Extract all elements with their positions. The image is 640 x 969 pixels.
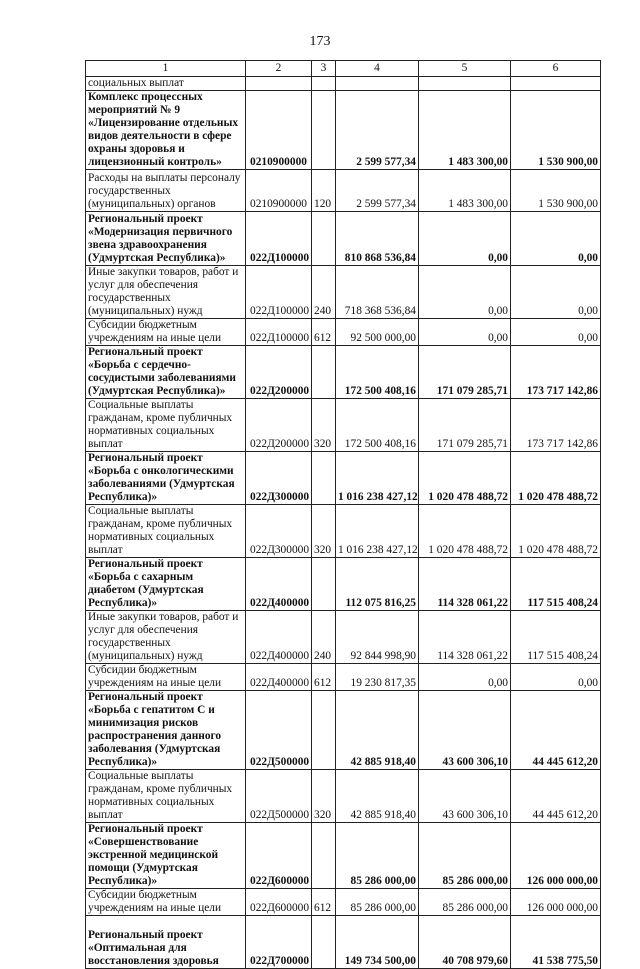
target-code: 0210900000 <box>246 91 312 170</box>
amount-col5: 171 079 285,71 <box>419 399 511 452</box>
row-name: Региональный проект «Оптимальная для восстановления здоровья <box>86 916 246 969</box>
table-row <box>86 319 601 346</box>
expense-type: 240 <box>312 266 336 319</box>
target-code: 022Д200000 <box>246 346 312 399</box>
amount-col6: 117 515 408,24 <box>511 611 601 664</box>
amount-col4: 718 368 536,84 <box>336 266 419 319</box>
row-name: Комплекс процессных мероприятий № 9 «Лицензирование отдельных видов деятельности в сфере охраны здоровья и лицензионный контроль» <box>86 91 246 170</box>
table-row <box>86 664 601 691</box>
amount-col4: 1 016 238 427,12 <box>336 452 419 505</box>
table-row <box>86 77 601 91</box>
table-row <box>86 170 601 212</box>
target-code: 022Д300000 <box>246 505 312 558</box>
amount-col4: 85 286 000,00 <box>336 823 419 889</box>
amount-col4: 92 500 000,00 <box>336 319 419 346</box>
expense-type: 612 <box>312 319 336 346</box>
amount-col4: 149 734 500,00 <box>336 916 419 969</box>
amount-col6: 0,00 <box>511 212 601 266</box>
amount-col5: 171 079 285,71 <box>419 346 511 399</box>
amount-col6: 117 515 408,24 <box>511 558 601 611</box>
amount-col5: 85 286 000,00 <box>419 889 511 916</box>
amount-col4 <box>336 77 419 91</box>
target-code: 022Д300000 <box>246 452 312 505</box>
row-name: Субсидии бюджетным учреждениям на иные цели <box>86 319 246 346</box>
expense-type: 320 <box>312 399 336 452</box>
column-header: 1 <box>86 61 246 77</box>
amount-col5: 1 020 478 488,72 <box>419 452 511 505</box>
amount-col6: 1 530 900,00 <box>511 91 601 170</box>
amount-col4: 810 868 536,84 <box>336 212 419 266</box>
amount-col5: 85 286 000,00 <box>419 823 511 889</box>
amount-col5: 0,00 <box>419 664 511 691</box>
table-row <box>86 611 601 664</box>
table-row <box>86 823 601 889</box>
amount-col5: 0,00 <box>419 319 511 346</box>
row-name: Субсидии бюджетным учреждениям на иные цели <box>86 889 246 916</box>
expense-type: 612 <box>312 664 336 691</box>
amount-col6: 1 020 478 488,72 <box>511 452 601 505</box>
table-row <box>86 691 601 770</box>
target-code <box>246 77 312 91</box>
target-code: 022Д500000 <box>246 770 312 823</box>
amount-col4: 42 885 918,40 <box>336 770 419 823</box>
expense-type: 320 <box>312 505 336 558</box>
amount-col5: 0,00 <box>419 266 511 319</box>
target-code: 022Д600000 <box>246 823 312 889</box>
amount-col5: 0,00 <box>419 212 511 266</box>
amount-col6: 1 020 478 488,72 <box>511 505 601 558</box>
amount-col5: 43 600 306,10 <box>419 770 511 823</box>
amount-col6 <box>511 77 601 91</box>
expense-type: 120 <box>312 170 336 212</box>
row-name: Региональный проект «Борьба с онкологическими заболеваниями (Удмуртская Республика)» <box>86 452 246 505</box>
table-row <box>86 399 601 452</box>
table-row <box>86 770 601 823</box>
target-code: 0210900000 <box>246 170 312 212</box>
row-name: Расходы на выплаты персоналу государственных (муниципальных) органов <box>86 170 246 212</box>
amount-col6: 0,00 <box>511 266 601 319</box>
target-code: 022Д400000 <box>246 558 312 611</box>
expense-type <box>312 346 336 399</box>
amount-col6: 44 445 612,20 <box>511 691 601 770</box>
amount-col5: 114 328 061,22 <box>419 611 511 664</box>
row-name: Субсидии бюджетным учреждениям на иные цели <box>86 664 246 691</box>
amount-col4: 19 230 817,35 <box>336 664 419 691</box>
amount-col5: 1 483 300,00 <box>419 170 511 212</box>
column-header: 3 <box>312 61 336 77</box>
amount-col4: 92 844 998,90 <box>336 611 419 664</box>
amount-col5 <box>419 77 511 91</box>
target-code: 022Д700000 <box>246 916 312 969</box>
amount-col4: 42 885 918,40 <box>336 691 419 770</box>
amount-col4: 112 075 816,25 <box>336 558 419 611</box>
amount-col4: 1 016 238 427,12 <box>336 505 419 558</box>
amount-col5: 1 020 478 488,72 <box>419 505 511 558</box>
amount-col5: 114 328 061,22 <box>419 558 511 611</box>
table-row <box>86 889 601 916</box>
expense-type <box>312 91 336 170</box>
expense-type: 240 <box>312 611 336 664</box>
table-row <box>86 91 601 170</box>
target-code: 022Д100000 <box>246 319 312 346</box>
column-header: 5 <box>419 61 511 77</box>
amount-col6: 126 000 000,00 <box>511 823 601 889</box>
target-code: 022Д400000 <box>246 611 312 664</box>
expense-type <box>312 691 336 770</box>
amount-col6: 1 530 900,00 <box>511 170 601 212</box>
amount-col5: 40 708 979,60 <box>419 916 511 969</box>
amount-col4: 172 500 408,16 <box>336 399 419 452</box>
row-name: Региональный проект «Модернизация первичного звена здравоохранения (Удмуртская Республика)» <box>86 212 246 266</box>
amount-col6: 44 445 612,20 <box>511 770 601 823</box>
row-name: Региональный проект «Борьба с сердечно-сосудистыми заболеваниями (Удмуртская Республика)» <box>86 346 246 399</box>
table-row <box>86 346 601 399</box>
amount-col4: 2 599 577,34 <box>336 91 419 170</box>
column-header: 2 <box>246 61 312 77</box>
target-code: 022Д600000 <box>246 889 312 916</box>
amount-col6: 41 538 775,50 <box>511 916 601 969</box>
target-code: 022Д100000 <box>246 212 312 266</box>
target-code: 022Д500000 <box>246 691 312 770</box>
table-row <box>86 558 601 611</box>
table-row <box>86 266 601 319</box>
amount-col5: 43 600 306,10 <box>419 691 511 770</box>
expense-type <box>312 916 336 969</box>
amount-col4: 2 599 577,34 <box>336 170 419 212</box>
table-row <box>86 212 601 266</box>
table-row <box>86 452 601 505</box>
amount-col6: 173 717 142,86 <box>511 346 601 399</box>
table-row <box>86 916 601 969</box>
amount-col6: 126 000 000,00 <box>511 889 601 916</box>
column-header: 6 <box>511 61 601 77</box>
row-name: Социальные выплаты гражданам, кроме публичных нормативных социальных выплат <box>86 399 246 452</box>
row-name: Социальные выплаты гражданам, кроме публичных нормативных социальных выплат <box>86 770 246 823</box>
expense-type <box>312 823 336 889</box>
expense-type <box>312 452 336 505</box>
amount-col5: 1 483 300,00 <box>419 91 511 170</box>
amount-col6: 0,00 <box>511 319 601 346</box>
target-code: 022Д200000 <box>246 399 312 452</box>
amount-col6: 173 717 142,86 <box>511 399 601 452</box>
expense-type: 612 <box>312 889 336 916</box>
amount-col4: 172 500 408,16 <box>336 346 419 399</box>
row-name: Региональный проект «Совершенствование экстренной медицинской помощи (Удмуртская Республика)» <box>86 823 246 889</box>
budget-table <box>85 60 601 969</box>
row-name: социальных выплат <box>86 77 246 91</box>
expense-type <box>312 558 336 611</box>
column-header: 4 <box>336 61 419 77</box>
expense-type <box>312 77 336 91</box>
row-name: Региональный проект «Борьба с сахарным диабетом (Удмуртская Республика)» <box>86 558 246 611</box>
row-name: Социальные выплаты гражданам, кроме публичных нормативных социальных выплат <box>86 505 246 558</box>
table-header-row <box>86 61 601 77</box>
target-code: 022Д400000 <box>246 664 312 691</box>
amount-col4: 85 286 000,00 <box>336 889 419 916</box>
expense-type <box>312 212 336 266</box>
page-number: 173 <box>309 34 331 49</box>
target-code: 022Д100000 <box>246 266 312 319</box>
amount-col6: 0,00 <box>511 664 601 691</box>
row-name: Иные закупки товаров, работ и услуг для обеспечения государственных (муниципальных) нужд <box>86 611 246 664</box>
row-name: Региональный проект «Борьба с гепатитом С и минимизация рисков распространения данного заболевания (Удмуртская Республика)» <box>86 691 246 770</box>
expense-type: 320 <box>312 770 336 823</box>
table-row <box>86 505 601 558</box>
row-name: Иные закупки товаров, работ и услуг для обеспечения государственных (муниципальных) нужд <box>86 266 246 319</box>
